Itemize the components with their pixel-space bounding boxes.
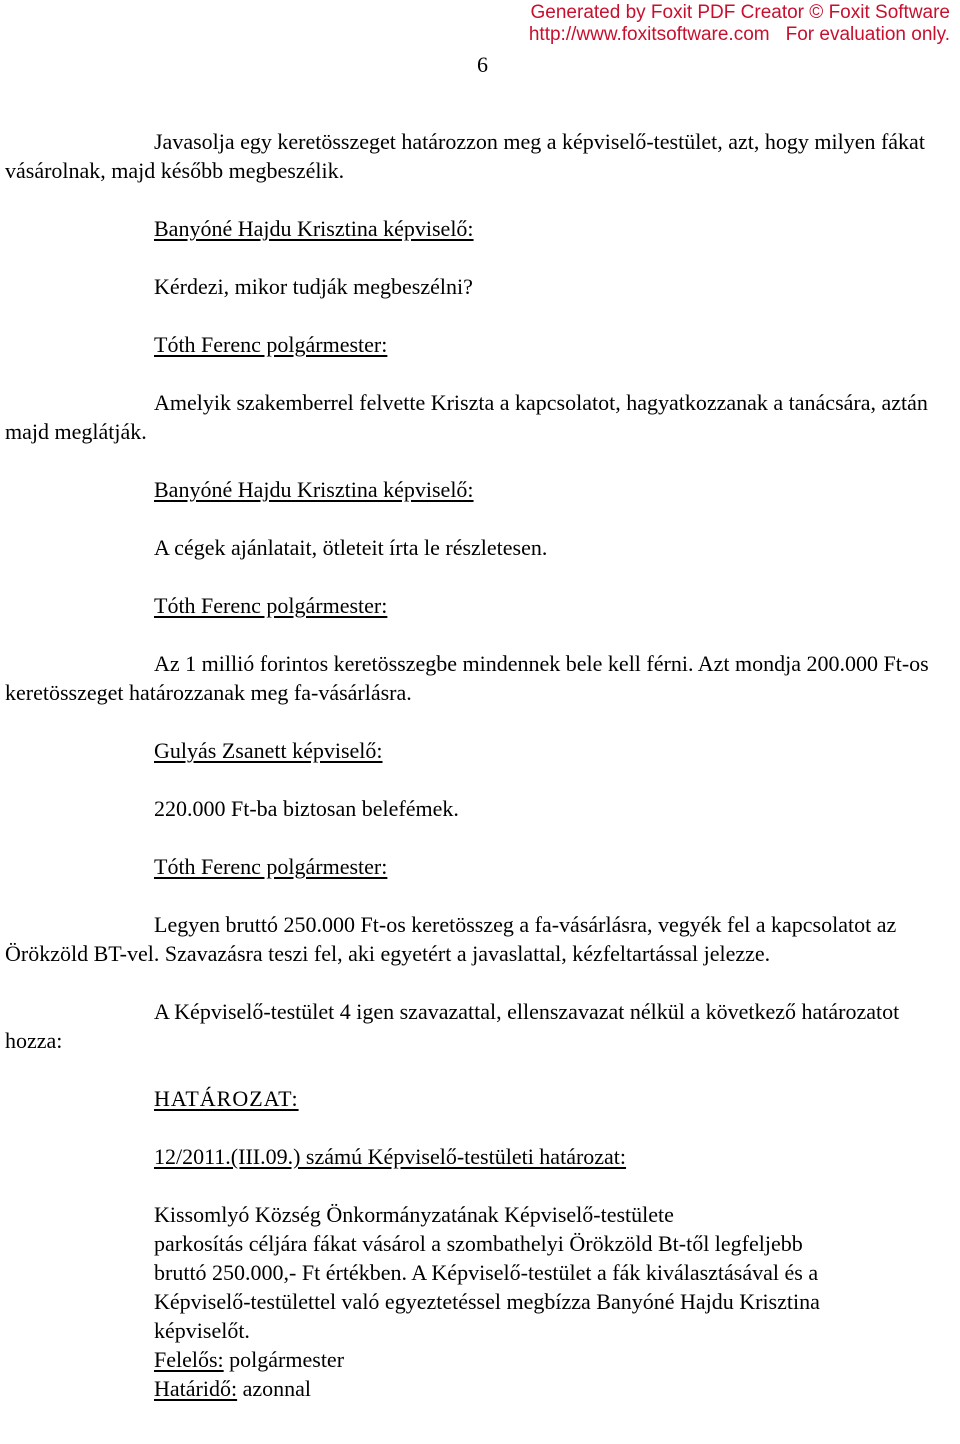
resolution-line: Képviselő-testülettel való egyeztetéssel megbízza Banyóné Hajdu Krisztina [154, 1289, 820, 1314]
resolution-line: bruttó 250.000,- Ft értékben. A Képviselő-testület a fák kiválasztásával és a [154, 1260, 819, 1285]
responsible-label: Felelős: [154, 1347, 224, 1372]
foxit-watermark [529, 2, 950, 46]
speaker-heading: Tóth Ferenc polgármester: [154, 593, 388, 618]
resolution-line: parkosítás céljára fákat vásárol a szombathelyi Örökzöld Bt-től legfeljebb [154, 1231, 803, 1256]
paragraph: Kérdezi, mikor tudják megbeszélni? [154, 274, 473, 299]
speaker-heading: Banyóné Hajdu Krisztina képviselő: [154, 477, 474, 502]
paragraph: Legyen bruttó 250.000 Ft-os keretösszeg a fa-vásárlásra, vegyék fel a kapcsolatot az Örökzöld BT-vel. Szavazásra teszi fel, aki egyetért a javaslattal, kézfeltartással jelezze. [5, 912, 897, 966]
deadline-label: Határidő: [154, 1376, 238, 1401]
resolution-body [5, 1200, 960, 1403]
deadline-value: azonnal [237, 1376, 311, 1401]
speaker-heading: Tóth Ferenc polgármester: [154, 854, 388, 879]
paragraph: Amelyik szakemberrel felvette Kriszta a kapcsolatot, hagyatkozzanak a tanácsára, aztán majd meglátják. [5, 390, 928, 444]
page-number: 6 [477, 52, 488, 77]
resolution-line: Kissomlyó Község Önkormányzatának Képviselő-testülete [154, 1202, 674, 1227]
watermark-url: http://www.foxitsoftware.com [528, 24, 770, 45]
speaker-heading: Banyóné Hajdu Krisztina képviselő: [154, 216, 474, 241]
paragraph: Javasolja egy keretösszeget határozzon meg a képviselő-testület, azt, hogy milyen fákat vásárolnak, majd később megbeszélik. [5, 129, 925, 183]
speaker-heading: Gulyás Zsanett képviselő: [154, 738, 383, 763]
deadline-line [154, 1374, 960, 1403]
paragraph: Az 1 millió forintos keretösszegbe mindennek bele kell férni. Azt mondja 200.000 Ft-os keretösszeget határozzanak meg fa-vásárlásra. [5, 651, 929, 705]
document-body [5, 127, 960, 1403]
speaker-heading: Tóth Ferenc polgármester: [154, 332, 388, 357]
paragraph: A Képviselő-testület 4 igen szavazattal, ellenszavazat nélkül a következő határozatot hozza: [5, 999, 900, 1053]
watermark-line-1: Generated by Foxit PDF Creator © Foxit Software [530, 2, 950, 23]
paragraph: A cégek ajánlatait, ötleteit írta le részletesen. [154, 535, 548, 560]
paragraph: 220.000 Ft-ba biztosan belefémek. [154, 796, 459, 821]
resolution-title: HATÁROZAT: [154, 1086, 299, 1111]
resolution-line: képviselőt. [154, 1318, 250, 1343]
watermark-note: For evaluation only. [785, 24, 950, 45]
resolution-number: 12/2011.(III.09.) számú Képviselő-testületi határozat: [154, 1144, 627, 1169]
responsible-line [154, 1345, 960, 1374]
responsible-value: polgármester [223, 1347, 345, 1372]
watermark-line-2 [529, 24, 950, 46]
